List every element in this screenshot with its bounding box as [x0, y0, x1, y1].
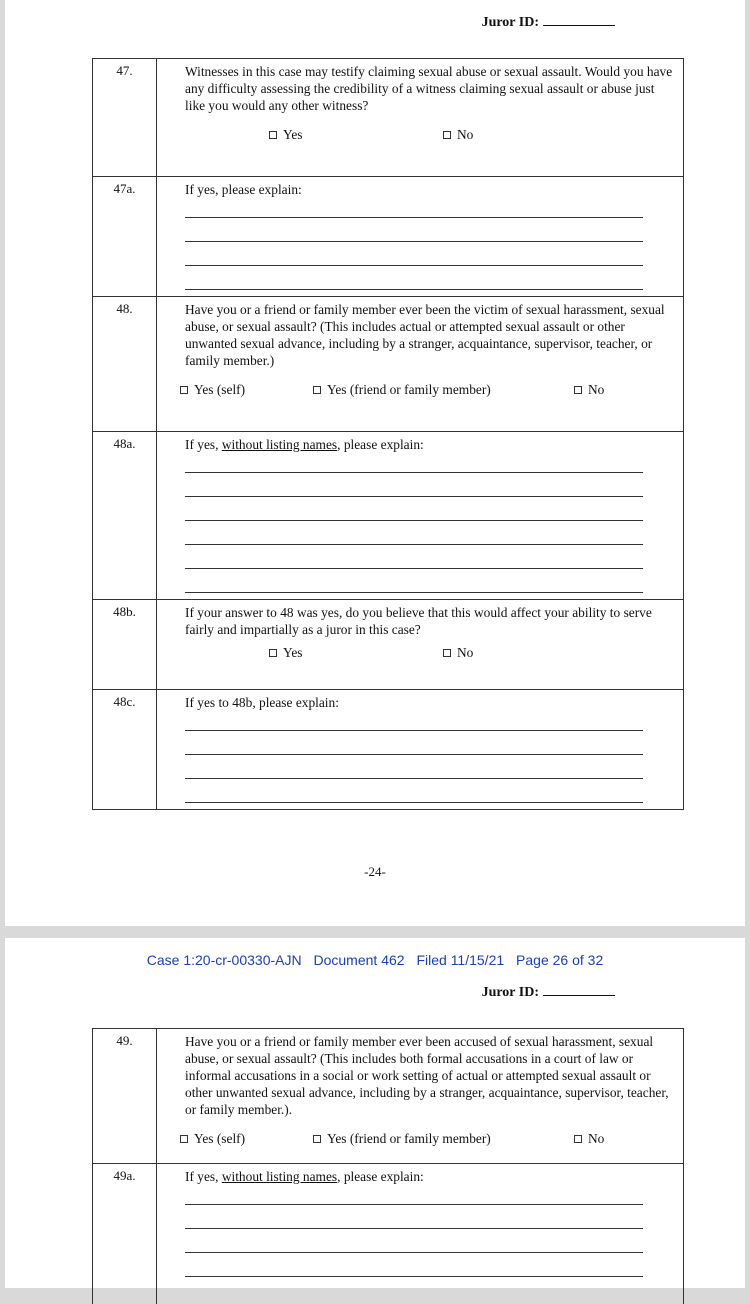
question-row-47	[93, 59, 683, 177]
question-number: 49a.	[93, 1164, 157, 1304]
checkbox-icon	[180, 386, 188, 394]
juror-id-field	[482, 983, 615, 1001]
checkbox-yes[interactable]	[269, 644, 302, 661]
answer-line[interactable]	[185, 242, 643, 266]
checkbox-yes[interactable]	[269, 126, 302, 143]
question-number: 49.	[93, 1029, 157, 1163]
juror-id-label: Juror ID:	[481, 15, 539, 30]
answer-line[interactable]	[185, 218, 643, 242]
answer-options	[185, 1130, 675, 1150]
page-of-total: Page 26 of 32	[516, 952, 604, 968]
underlined-phrase: without listing names	[221, 437, 338, 452]
checkbox-no[interactable]	[443, 126, 473, 143]
question-number: 48c.	[93, 690, 157, 809]
question-text: If yes, without listing names, please explain:	[185, 1169, 424, 1184]
juror-id-blank	[543, 983, 615, 996]
juror-id-label: Juror ID:	[481, 985, 539, 1000]
question-row-48c	[93, 690, 683, 810]
answer-line[interactable]	[185, 755, 643, 779]
checkbox-no[interactable]	[574, 1130, 604, 1147]
checkbox-yes-self[interactable]	[180, 381, 245, 398]
question-row-48a	[93, 432, 683, 600]
question-text: If yes, please explain:	[185, 182, 302, 197]
question-row-49	[93, 1029, 683, 1164]
question-row-49a	[93, 1164, 683, 1304]
answer-line[interactable]	[185, 473, 643, 497]
checkbox-icon	[180, 1135, 188, 1143]
answer-lines[interactable]	[185, 204, 675, 290]
question-number: 47a.	[93, 177, 157, 296]
checkbox-icon	[269, 649, 277, 657]
question-text: If your answer to 48 was yes, do you believe that this would affect your ability to serve fairly and impartially as a juror in this case?	[185, 605, 652, 637]
document-page-25	[5, 938, 745, 1288]
answer-line[interactable]	[185, 717, 643, 731]
checkbox-icon	[574, 386, 582, 394]
answer-lines[interactable]	[185, 459, 675, 593]
answer-line[interactable]	[185, 521, 643, 545]
document-number: Document 462	[313, 952, 405, 968]
checkbox-icon	[443, 649, 451, 657]
option-label: Yes	[283, 127, 303, 142]
checkbox-no[interactable]	[443, 644, 473, 661]
questionnaire-table	[92, 58, 684, 810]
checkbox-icon	[269, 131, 277, 139]
question-number: 48b.	[93, 600, 157, 689]
question-text: If yes, without listing names, please explain:	[185, 437, 424, 452]
court-filing-header	[5, 952, 745, 968]
option-label: Yes (self)	[194, 382, 246, 397]
answer-line[interactable]	[185, 497, 643, 521]
checkbox-yes-self[interactable]	[180, 1130, 245, 1147]
answer-lines[interactable]	[185, 1191, 675, 1277]
question-text: Have you or a friend or family member ever been accused of sexual harassment, sexual abuse, or sexual assault? (This includes both formal accusations in a court of law or informal accusations in a social or work setting of actual or attempted sexual assault or other unwanted sexual advance, including by a stranger, acquaintance, supervisor, teacher, or family member.).	[185, 1034, 669, 1117]
checkbox-icon	[313, 1135, 321, 1143]
answer-line[interactable]	[185, 204, 643, 218]
question-text: Witnesses in this case may testify claiming sexual abuse or sexual assault. Would you have any difficulty assessing the credibility of a witness claiming sexual assault or abuse just like you would any other witness?	[185, 64, 673, 113]
filed-date: Filed 11/15/21	[416, 952, 505, 968]
question-text: If yes to 48b, please explain:	[185, 695, 339, 710]
option-label: No	[588, 382, 605, 397]
answer-line[interactable]	[185, 779, 643, 803]
question-row-47a	[93, 177, 683, 297]
option-label: No	[457, 645, 474, 660]
question-number: 48a.	[93, 432, 157, 599]
answer-line[interactable]	[185, 731, 643, 755]
case-number: Case 1:20-cr-00330-AJN	[146, 952, 302, 968]
answer-options	[185, 644, 675, 664]
questionnaire-table	[92, 1028, 684, 1304]
answer-options	[185, 381, 675, 401]
document-page-24	[5, 0, 745, 926]
checkbox-no[interactable]	[574, 381, 604, 398]
answer-line[interactable]	[185, 459, 643, 473]
answer-line[interactable]	[185, 1191, 643, 1205]
page-number: -24-	[364, 864, 386, 879]
option-label: Yes (friend or family member)	[327, 382, 491, 397]
answer-line[interactable]	[185, 569, 643, 593]
juror-id-blank	[543, 13, 615, 26]
question-row-48	[93, 297, 683, 432]
underlined-phrase: without listing names	[221, 1169, 338, 1184]
answer-line[interactable]	[185, 1229, 643, 1253]
option-label: No	[588, 1131, 605, 1146]
option-label: No	[457, 127, 474, 142]
checkbox-icon	[313, 386, 321, 394]
question-text: Have you or a friend or family member ever been the victim of sexual harassment, sexual abuse, or sexual assault? (This includes actual or attempted sexual assault or other unwanted sexual advance, including by a stranger, acquaintance, supervisor, teacher, or family member.)	[185, 302, 665, 368]
answer-line[interactable]	[185, 266, 643, 290]
question-number: 48.	[93, 297, 157, 431]
answer-line[interactable]	[185, 1253, 643, 1277]
option-label: Yes (friend or family member)	[327, 1131, 491, 1146]
question-number: 47.	[93, 59, 157, 176]
answer-lines[interactable]	[185, 717, 675, 803]
checkbox-yes-friend-family[interactable]	[313, 381, 491, 398]
question-row-48b	[93, 600, 683, 690]
checkbox-yes-friend-family[interactable]	[313, 1130, 491, 1147]
answer-line[interactable]	[185, 545, 643, 569]
juror-id-field	[482, 13, 615, 31]
checkbox-icon	[574, 1135, 582, 1143]
option-label: Yes	[283, 645, 303, 660]
answer-options	[185, 126, 675, 146]
checkbox-icon	[443, 131, 451, 139]
answer-line[interactable]	[185, 1205, 643, 1229]
option-label: Yes (self)	[194, 1131, 246, 1146]
